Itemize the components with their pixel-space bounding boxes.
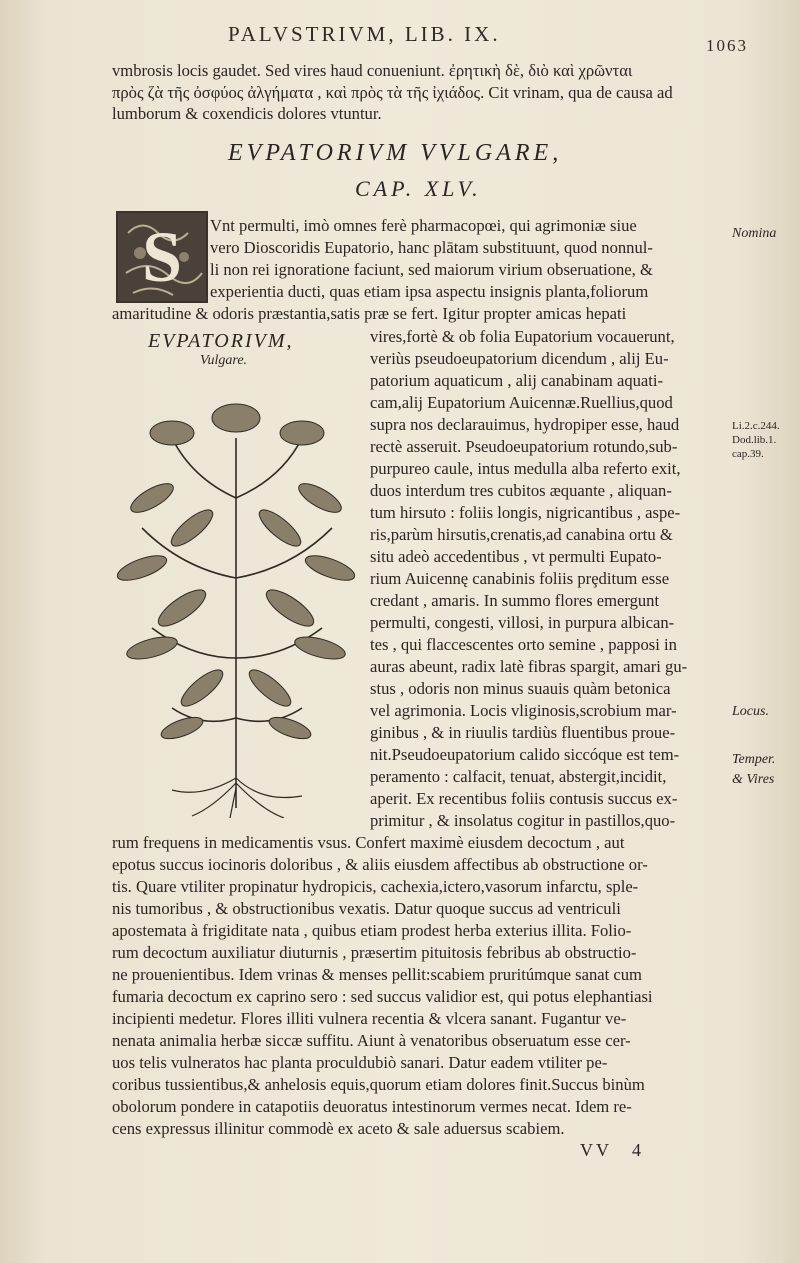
text-line: veriùs pseudoeupatorium dicendum , alij Eu- xyxy=(370,349,669,368)
text-line: purpureo caule, intus medulla alba referto exit, xyxy=(370,459,681,478)
text-line: tis. Quare vtiliter propinatur hydropicis, cachexia,ictero,vasorum infarctu, sple- xyxy=(112,877,639,896)
text-line: incipienti medetur. Flores illiti vulnera recentia & vlcera sanant. Fugantur ve- xyxy=(112,1009,627,1028)
text-line: supra nos declarauimus, hydropiper esse, haud xyxy=(370,415,680,434)
text-line: vires,fortè & ob folia Eupatorium vocauerunt, xyxy=(370,327,675,346)
text-line: apostemata à frigiditate nata , quibus etiam prodest herba exterius illita. Folio- xyxy=(112,921,632,940)
text-line: experientia ducti, quas etiam ipsa aspectu insignis planta,foliorum xyxy=(210,282,649,301)
margin-note-nomina: Nomina xyxy=(732,226,777,241)
text-line: uos telis vulneratos hac planta proculdubiò sanari. Datur eadem vtiliter pe- xyxy=(112,1053,608,1072)
text-line: nis tumoribus , & obstructionibus vexatis. Datur quoque succus ad ventriculi xyxy=(112,899,621,918)
text-line: li non rei ignoratione faciunt, sed maiorum virium obseruatione, & xyxy=(210,260,653,279)
text-line: rectè asseruit. Pseudoeupatorium rotundo,sub- xyxy=(370,437,678,456)
text-line: epotus succus iocinoris doloribus , & aliis eiusdem affectibus ab obstructione or- xyxy=(112,855,648,874)
running-head: PALVSTRIVM, LIB. IX. xyxy=(228,22,501,46)
text-line: lumborum & coxendicis dolores vtuntur. xyxy=(112,104,382,123)
text-line: stus , odoris non minus suauis quàm betonica xyxy=(370,679,671,698)
text-line: ne prouenientibus. Idem vrinas & menses pellit:scabiem pruritúmque sanat cum xyxy=(112,965,642,984)
text-line: nit.Pseudoeupatorium calido siccóque est tem- xyxy=(370,745,680,764)
text-line: rium Auicennę canabinis foliis prȩditum esse xyxy=(370,569,670,588)
text-line: nenata animalia herbæ siccæ suffitu. Aiunt à venatoribus obseruatum esse cer- xyxy=(112,1031,631,1050)
text-line: rum frequens in medicamentis vsus. Confert maximè eiusdem decoctum , aut xyxy=(112,833,625,852)
text-line: vel agrimonia. Locis vliginosis,scrobium mar- xyxy=(370,701,677,720)
text-line: peramento : calfacit, tenuat, abstergit,incidit, xyxy=(370,767,667,786)
text-line: obolorum pondere in catapotiis deuoratus intestinorum vermes necat. Idem re- xyxy=(112,1097,632,1116)
drop-cap-letter: S xyxy=(141,217,183,297)
text-line: rum decoctum auxiliatur diuturnis , præsertim pituitosis febribus ab obstructio- xyxy=(112,943,637,962)
text-line: amaritudine & odoris præstantia,satis præ se fert. Igitur propter amicas hepati xyxy=(112,304,627,323)
text-line: patorium aquaticum , alij canabinam aquati- xyxy=(370,371,664,390)
drop-cap xyxy=(116,211,208,303)
text-line: permulti, congesti, villosi, in purpura albican- xyxy=(370,613,675,632)
text-line: duos interdum tres cubitos æquante , aliquan- xyxy=(370,481,672,500)
margin-note-locus: Locus. xyxy=(732,704,769,719)
text-line: situ adeò accedentibus , vt permulti Eupato- xyxy=(370,547,662,566)
margin-note-reference: Dod.lib.1. xyxy=(732,434,777,446)
text-line: ginibus , & in riuulis tardiùs fluentibus proue- xyxy=(370,723,676,742)
figure-title: EVPATORIVM, xyxy=(148,330,294,352)
text-line: cens expressus illinitur commodè ex aceto & sale aduersus scabiem. xyxy=(112,1119,565,1138)
margin-note-vires: & Vires xyxy=(732,772,775,787)
figure-subtitle: Vulgare. xyxy=(200,353,248,368)
plant-illustration xyxy=(112,378,360,818)
margin-note-reference: cap.39. xyxy=(732,448,764,460)
margin-note-reference: Li.2.c.244. xyxy=(732,420,780,432)
text-line: fumaria decoctum ex caprino sero : sed succus validior est, qui potus elephantiasi xyxy=(112,987,653,1006)
text-line: πρὸς ζὰ τῆς ὀσφύος ἀλγήματα , καὶ πρὸς τὰ τῆς ἰχιάδος. Cit vrinam, qua de causa ad xyxy=(112,83,673,102)
text-line: vero Dioscoridis Eupatorio, hanc plātam substituunt, quod nonnul- xyxy=(210,238,653,257)
margin-note-temper: Temper. xyxy=(732,752,776,767)
signature-mark: VV xyxy=(580,1140,612,1160)
signature-number: 4 xyxy=(632,1140,644,1160)
text-line: tes , qui flaccescentes orto semine , papposi in xyxy=(370,635,677,654)
text-line: auras abeunt, radix latè fibras spargit, amari gu- xyxy=(370,657,688,676)
text-line: tum hirsuto : foliis longis, nigricantibus , aspe- xyxy=(370,503,681,522)
text-line: Vnt permulti, imò omnes ferè pharmacopœi, qui agrimoniæ siue xyxy=(210,216,637,235)
text-line: coribus tussientibus,& anhelosis equis,quorum etiam dolores finit.Succus binùm xyxy=(112,1075,645,1094)
text-line: primitur , & insolatus cogitur in pastillos,quo- xyxy=(370,811,676,830)
page-number: 1063 xyxy=(706,36,748,55)
text-line: cam,alij Eupatorium Auicennæ.Ruellius,quod xyxy=(370,393,673,412)
text-line: aperit. Ex recentibus foliis contusis succus ex- xyxy=(370,789,678,808)
text-line: ris,parùm hirsutis,crenatis,ad canabina ortu & xyxy=(370,525,673,544)
text-line: credant , amaris. In summo flores emergunt xyxy=(370,591,660,610)
chapter-title: EVPATORIVM VVLGARE, xyxy=(228,140,563,166)
text-line: vmbrosis locis gaudet. Sed vires haud conueniunt. ἐρητικὴ δὲ, διὸ καὶ χρῶνται xyxy=(112,61,633,80)
chapter-number: CAP. XLV. xyxy=(355,176,482,201)
